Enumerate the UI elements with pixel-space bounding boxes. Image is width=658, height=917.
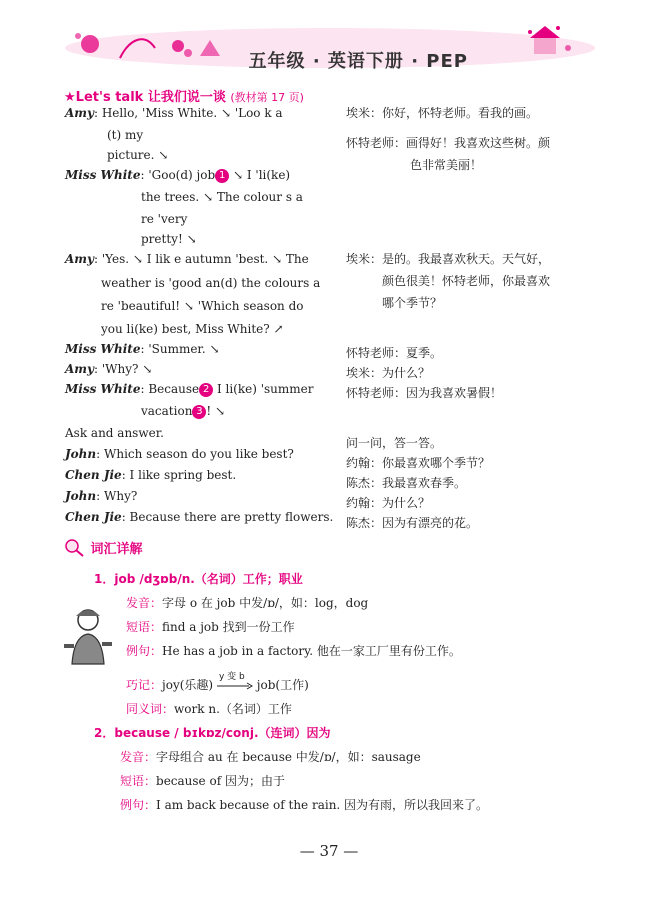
dialogue-line: Chen Jie: Because there are pretty flowers. — [65, 510, 334, 524]
example-label: 例句： — [120, 798, 157, 812]
dialogue-text: 'Why? ↘ — [101, 362, 153, 376]
example-row — [120, 796, 488, 814]
translation-line: 埃米：为什么？ — [346, 366, 431, 380]
vocab-heading-text: 词汇详解 — [90, 542, 143, 557]
dialogue-line: Miss White: 'Summer. ↘ — [65, 342, 220, 356]
dialogue-text: Which season do you like best? — [104, 447, 294, 461]
speaker-name: Chen Jie — [65, 468, 122, 482]
example-text: He has a job in a factory. 他在一家工厂里有份工作。 — [162, 644, 461, 658]
dialogue-text: vacation — [141, 404, 193, 418]
translation-line: 色非常美丽！ — [410, 158, 483, 172]
translation-line: 怀特老师：夏季。 — [346, 346, 443, 360]
dialogue-line: John: Why? — [65, 489, 138, 503]
phrase-text: find a job 找到一份工作 — [162, 620, 295, 634]
dialogue-line: Miss White: 'Goo(d) job 1 ↘ I 'li(ke) — [65, 168, 291, 182]
dialogue-text: the trees. ↘ The colour s a — [141, 190, 303, 204]
dialogue-line: Chen Jie: I like spring best. — [65, 468, 237, 482]
speaker-name: Chen Jie — [65, 510, 122, 524]
phrase-text: because of 因为；由于 — [156, 774, 285, 788]
pronunciation-label: 发音： — [126, 596, 163, 610]
dialogue-text: (t) my — [107, 128, 144, 142]
speaker-name: Miss White — [65, 342, 141, 356]
translation-line: 埃米：是的。我最喜欢秋天。天气好， — [346, 252, 551, 266]
translation-line: 哪个季节？ — [382, 296, 443, 310]
translation-line: 陈杰：因为有漂亮的花。 — [346, 516, 479, 530]
arrow-caption: y 变 b — [218, 671, 245, 682]
speaker-name: Miss White — [65, 382, 141, 396]
speaker-name: John — [65, 447, 97, 461]
speaker-name: John — [65, 489, 97, 503]
dialogue-line: John: Which season do you like best? — [65, 447, 294, 461]
vocab-heading — [64, 538, 143, 558]
phrase-row — [120, 772, 285, 790]
note-marker: 1 — [215, 169, 229, 183]
star-icon: ★ — [64, 90, 76, 105]
memory-tip-to: job(工作) — [256, 678, 309, 692]
dialogue-text: Because — [148, 382, 200, 396]
dialogue-text: I li(ke) 'summer — [213, 382, 314, 396]
dialogue-text: pretty! ↘ — [141, 232, 197, 246]
worker-illustration — [60, 604, 116, 666]
translation-line: 约翰：你最喜欢哪个季节？ — [346, 456, 491, 470]
note-marker: 3 — [192, 405, 206, 419]
phrase-label: 短语： — [126, 620, 163, 634]
dialogue-text: I like spring best. — [129, 468, 237, 482]
dialogue-text: picture. ↘ — [107, 148, 169, 162]
dialogue-text: 'Summer. ↘ — [148, 342, 220, 356]
translation-line: 约翰：为什么？ — [346, 496, 431, 510]
pronunciation-text: 字母组合 au 在 because 中发/ɒ/，如：sausage — [156, 750, 421, 764]
dialogue-text: Hello, 'Miss White. ↘ 'Loo k a — [101, 106, 283, 120]
dialogue-text: re 'beautiful! ↘ 'Which season do — [101, 299, 304, 313]
translation-line: 问一问，答一答。 — [346, 436, 443, 450]
instruction-text: Ask and answer. — [65, 426, 164, 440]
translation-line: 怀特老师：画得好！我喜欢这些树。颜 — [346, 136, 551, 150]
translation-line: 颜色很美！怀特老师，你最喜欢 — [382, 274, 551, 288]
translation-line: 陈杰：我最喜欢春季。 — [346, 476, 467, 490]
pronunciation-text: 字母 o 在 job 中发/ɒ/，如：log，dog — [162, 596, 369, 610]
dialogue-text: you li(ke) best, Miss White? ↗ — [101, 322, 284, 336]
phrase-row — [126, 618, 295, 636]
dialogue-line: Miss White: Because 2 I li(ke) 'summer — [65, 382, 314, 396]
synonym-text: work n.（名词）工作 — [174, 702, 292, 716]
magnifier-icon — [64, 538, 86, 558]
dialogue-line: Amy: Hello, 'Miss White. ↘ 'Loo k a — [65, 106, 283, 120]
phrase-label: 短语： — [120, 774, 157, 788]
memory-tip-label: 巧记： — [126, 678, 163, 692]
dialogue-text: re 'very — [141, 212, 188, 226]
dialogue-line — [141, 402, 225, 420]
book-title: 五年级 · 英语下册 · PEP — [248, 51, 468, 72]
synonym-row — [126, 700, 292, 718]
speaker-name: Miss White — [65, 168, 141, 182]
dialogue-text: Why? — [104, 489, 138, 503]
example-label: 例句： — [126, 644, 163, 658]
speaker-name: Amy — [65, 362, 94, 376]
word-title: 1．job /dʒɒb/n.（名词）工作；职业 — [94, 572, 303, 586]
speaker-name: Amy — [65, 106, 94, 120]
dialogue-text: weather is 'good an(d) the colours a — [101, 276, 321, 290]
synonym-label: 同义词： — [126, 702, 175, 716]
section-title — [64, 86, 304, 105]
pronunciation-row — [126, 594, 368, 612]
word-title: 2．because / bɪkɒz/conj.（连词）因为 — [94, 726, 331, 740]
section-title-text: Let's talk 让我们说一谈 — [75, 90, 226, 105]
pronunciation-row — [120, 748, 421, 766]
dialogue-text: 'Goo(d) job — [148, 168, 216, 182]
dialogue-text: ! ↘ — [206, 404, 226, 418]
translation-line: 怀特老师：因为我喜欢暑假！ — [346, 386, 503, 400]
memory-tip-row — [126, 671, 309, 694]
dialogue-text: 'Yes. ↘ I lik e autumn 'best. ↘ The — [101, 252, 309, 266]
dialogue-line: Amy: 'Why? ↘ — [65, 362, 153, 376]
dialogue-line: Amy: 'Yes. ↘ I lik e autumn 'best. ↘ The — [65, 252, 309, 266]
note-marker: 2 — [199, 383, 213, 397]
example-row — [126, 642, 461, 660]
arrow-icon — [217, 671, 253, 692]
pronunciation-label: 发音： — [120, 750, 157, 764]
example-text: I am back because of the rain. 因为有雨，所以我回来了。 — [156, 798, 489, 812]
translation-line: 埃米：你好，怀特老师。看我的画。 — [346, 106, 539, 120]
speaker-name: Amy — [65, 252, 94, 266]
memory-tip-from: joy(乐趣) — [162, 678, 214, 692]
dialogue-text: Because there are pretty flowers. — [129, 510, 334, 524]
textbook-ref: (教材第 17 页) — [230, 91, 304, 104]
page-number: — 37 — — [299, 842, 359, 860]
dialogue-text: ↘ I 'li(ke) — [229, 168, 291, 182]
